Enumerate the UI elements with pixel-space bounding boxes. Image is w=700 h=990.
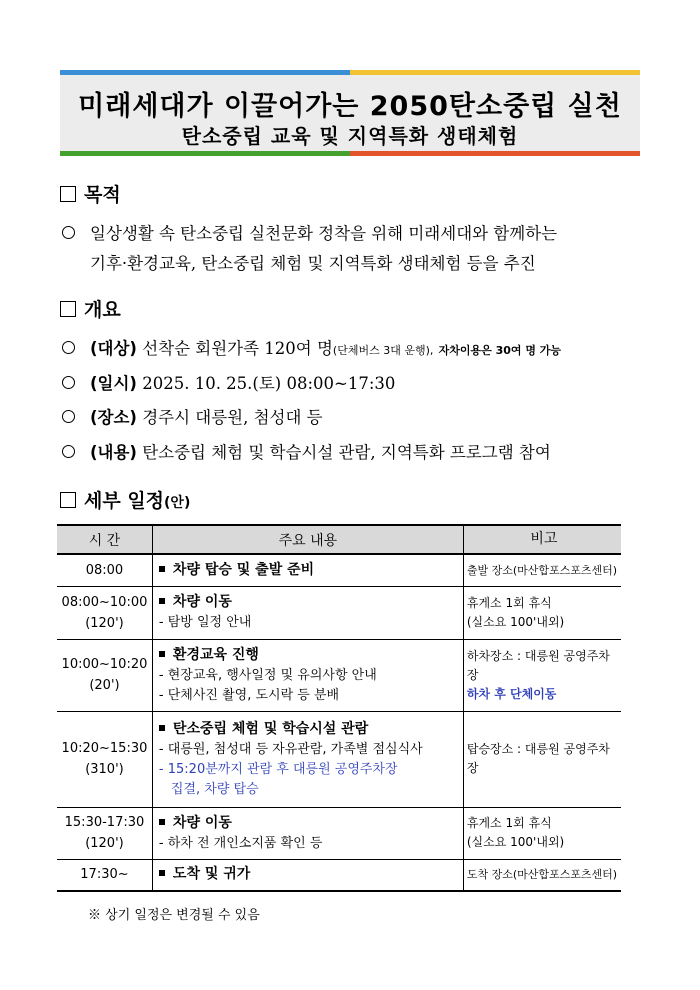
column-header-note: 비고 [463, 525, 621, 554]
overview-date: (일시) 2025. 10. 25.(토) 08:00~17:30 [90, 374, 396, 393]
content-cell: 차량 이동 - 탐방 일정 안내 [152, 586, 463, 639]
circle-bullet-icon [62, 376, 75, 389]
column-header-content: 주요 내용 [152, 525, 463, 554]
checkbox-square-icon [60, 492, 76, 508]
square-bullet-icon [159, 566, 165, 572]
purpose-line-1: 일상생활 속 탄소중립 실천문화 정착을 위해 미래세대와 함께하는 [90, 224, 558, 243]
note-cell: 탑승장소 : 대릉원 공영주차 장 [463, 711, 621, 807]
circle-bullet-icon [62, 341, 75, 354]
overview-place: (장소) 경주시 대릉원, 첨성대 등 [90, 408, 323, 427]
table-row [57, 807, 621, 859]
title-bottom-bar [60, 151, 640, 156]
footnote: ※ 상기 일정은 변경될 수 있음 [88, 908, 260, 923]
table-header-row [57, 525, 621, 554]
content-cell: 탄소중립 체험 및 학습시설 관람 - 대릉원, 첨성대 등 자유관람, 가족별 점심식사 - 15:20분까지 관람 후 대릉원 공영주차장 집결, 차량 탑승 [152, 711, 463, 807]
content-cell: 환경교육 진행 - 현장교육, 행사일정 및 유의사항 안내 - 단체사진 촬영, 도시락 등 분배 [152, 639, 463, 711]
schedule-table [57, 524, 621, 892]
square-bullet-icon [159, 725, 165, 731]
time-cell: 15:30-17:30 (120') [57, 807, 152, 859]
title-banner [60, 70, 640, 156]
page-title: 미래세대가 이끌어가는 2050탄소중립 실천 [78, 91, 622, 122]
time-cell: 08:00 [57, 554, 152, 586]
note-cell: 휴게소 1회 휴식 (실소요 100'내외) [463, 807, 621, 859]
section-schedule-heading: 세부 일정(안) [60, 486, 190, 513]
circle-bullet-icon [62, 410, 75, 423]
table-row [57, 554, 621, 586]
square-bullet-icon [159, 598, 165, 604]
overview-content: (내용) 탄소중립 체험 및 학습시설 관람, 지역특화 프로그램 참여 [90, 443, 551, 462]
note-cell: 도착 장소(마산합포스포츠센터) [463, 859, 621, 891]
column-header-time: 시 간 [57, 525, 152, 554]
content-cell: 차량 이동 - 하차 전 개인소지품 확인 등 [152, 807, 463, 859]
note-cell: 하차장소 : 대릉원 공영주차 장 하차 후 단체이동 [463, 639, 621, 711]
checkbox-square-icon [60, 301, 76, 317]
time-cell: 10:20~15:30 (310') [57, 711, 152, 807]
note-cell: 출발 장소(마산합포스포츠센터) [463, 554, 621, 586]
circle-bullet-icon [62, 226, 75, 239]
content-cell: 차량 탑승 및 출발 준비 [152, 554, 463, 586]
page-subtitle: 탄소중립 교육 및 지역특화 생태체험 [181, 124, 519, 148]
table-row [57, 859, 621, 891]
table-row [57, 639, 621, 711]
overview-target: (대상) 선착순 회원가족 120여 명(단체버스 3대 운행), 자차이용은 30여 명 가능 [90, 339, 562, 358]
time-cell: 08:00~10:00 (120') [57, 586, 152, 639]
square-bullet-icon [159, 819, 165, 825]
section-overview-heading: 개요 [60, 295, 121, 322]
table-row [57, 586, 621, 639]
table-row [57, 711, 621, 807]
note-cell: 휴게소 1회 휴식 (실소요 100'내외) [463, 586, 621, 639]
time-cell: 17:30~ [57, 859, 152, 891]
checkbox-square-icon [60, 186, 76, 202]
section-purpose-heading: 목적 [60, 180, 121, 207]
square-bullet-icon [159, 870, 165, 876]
title-top-bar [60, 70, 640, 75]
square-bullet-icon [159, 651, 165, 657]
circle-bullet-icon [62, 445, 75, 458]
time-cell: 10:00~10:20 (20') [57, 639, 152, 711]
content-cell: 도착 및 귀가 [152, 859, 463, 891]
purpose-line-2: 기후·환경교육, 탄소중립 체험 및 지역특화 생태체험 등을 추진 [90, 254, 536, 273]
